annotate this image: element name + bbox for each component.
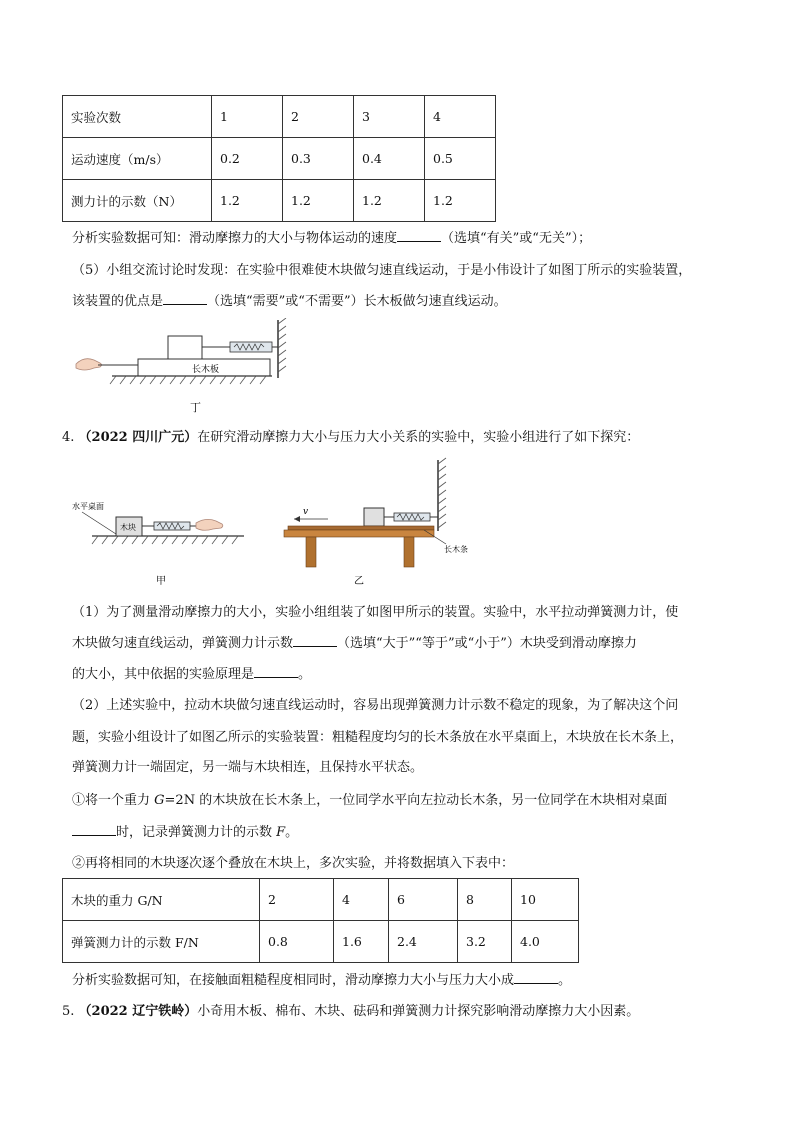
table-cell: 木块的重力 G/N [63,879,260,921]
table-cell: 运动速度（m/s） [63,138,212,180]
table-cell: 2.4 [389,921,458,963]
table-cell: 4.0 [512,921,579,963]
table-cell: 弹簧测力计的示数 F/N [63,921,260,963]
answer-blank[interactable] [293,634,337,647]
board-label: 长木板 [192,365,220,375]
table-cell: 2 [283,96,354,138]
table-cell: 1.2 [283,180,354,222]
table-cell: 0.5 [425,138,496,180]
hand-icon [196,519,223,530]
answer-blank[interactable] [72,823,116,836]
hand-icon [76,359,102,370]
velocity-label: v [303,507,309,517]
table-cell: 0.4 [354,138,425,180]
paragraph: ②再将相同的木块逐次逐个叠放在木块上，多次实验，并将数据填入下表中： [72,856,515,871]
table-cell: 4 [334,879,389,921]
answer-blank[interactable] [397,229,441,242]
spring-scale-icon [394,513,430,521]
paragraph: 分析实验数据可知：滑动摩擦力的大小与物体运动的速度 （选填“有关”或“无关”）； [72,231,592,246]
table-cell: 3.2 [458,921,512,963]
block-label: 木块 [120,523,136,532]
question-5: 5. （2022 辽宁铁岭）小奇用木板、棉布、木块、砝码和弹簧测力计探究影响滑动摩擦力大小因素。 [62,1004,640,1019]
table-cell: 1 [212,96,283,138]
spring-scale-icon [230,342,272,352]
figure-caption: 丁 [190,401,201,414]
table-cell: 0.2 [212,138,283,180]
paragraph: 时，记录弹簧测力计的示数 F。 [72,823,298,842]
paragraph: 题，实验小组设计了如图乙所示的实验装置：粗糙程度均匀的长木条放在水平桌面上，木块放在长木条上， [72,730,684,745]
table-cell: 1.6 [334,921,389,963]
answer-blank[interactable] [514,971,558,984]
paragraph: 弹簧测力计一端固定，另一端与木块相连，且保持水平状态。 [72,760,424,775]
table-row [63,921,579,963]
paragraph: ①将一个重力 G=2N 的木块放在长木条上，一位同学水平向左拉动长木条，另一位同学在木块相对桌面 [72,793,668,808]
spring-scale-icon [154,522,190,530]
answer-blank[interactable] [163,292,207,305]
figure-caption: 甲 [156,576,166,587]
question-4: 4. （2022 四川广元）在研究滑动摩擦力大小与压力大小关系的实验中，实验小组进行了如下探究： [62,430,640,445]
table-cell: 10 [512,879,579,921]
paragraph: （1）为了测量滑动摩擦力的大小，实验小组组装了如图甲所示的装置。实验中，水平拉动弹簧测力计，使 [72,605,679,620]
weight-table [62,878,579,963]
table-row [63,180,496,222]
figure-ding [72,318,302,418]
figure-caption: 乙 [354,576,364,587]
table-cell: 3 [354,96,425,138]
wood-block [168,336,202,359]
table-cell: 0.8 [260,921,334,963]
table-cell: 8 [458,879,512,921]
strip-label: 长木条 [444,545,468,554]
paragraph: 分析实验数据可知，在接触面粗糙程度相同时，滑动摩擦力大小与压力大小成 。 [72,973,572,988]
table-row [63,96,496,138]
table-cell: 1.2 [212,180,283,222]
table-row [63,879,579,921]
speed-table [62,95,496,222]
table-cell: 6 [389,879,458,921]
paragraph: 的大小，其中依据的实验原理是 。 [72,667,312,682]
paragraph: 木块做匀速直线运动，弹簧测力计示数 （选填“大于”“等于”或“小于”）木块受到滑动摩擦力 [72,636,637,651]
paragraph: （2）上述实验中，拉动木块做匀速直线运动时，容易出现弹簧测力计示数不稳定的现象，为了解决这个问 [72,698,679,713]
table-cell: 0.3 [283,138,354,180]
figure-jia-yi [70,456,470,591]
table-cell: 1.2 [425,180,496,222]
table-row [63,138,496,180]
answer-blank[interactable] [254,665,298,678]
table-cell: 1.2 [354,180,425,222]
wood-block [364,508,384,526]
table-cell: 测力计的示数（N） [63,180,212,222]
paragraph: 该装置的优点是 （选填“需要”或“不需要”）长木板做匀速直线运动。 [72,294,507,309]
table-cell: 实验次数 [63,96,212,138]
paragraph: （5）小组交流讨论时发现：在实验中很难使木块做匀速直线运动，于是小伟设计了如图丁所示的实验装置， [72,263,692,278]
wooden-table [284,530,434,537]
table-cell: 2 [260,879,334,921]
table-label: 水平桌面 [72,502,104,511]
table-cell: 4 [425,96,496,138]
long-strip [288,526,434,530]
